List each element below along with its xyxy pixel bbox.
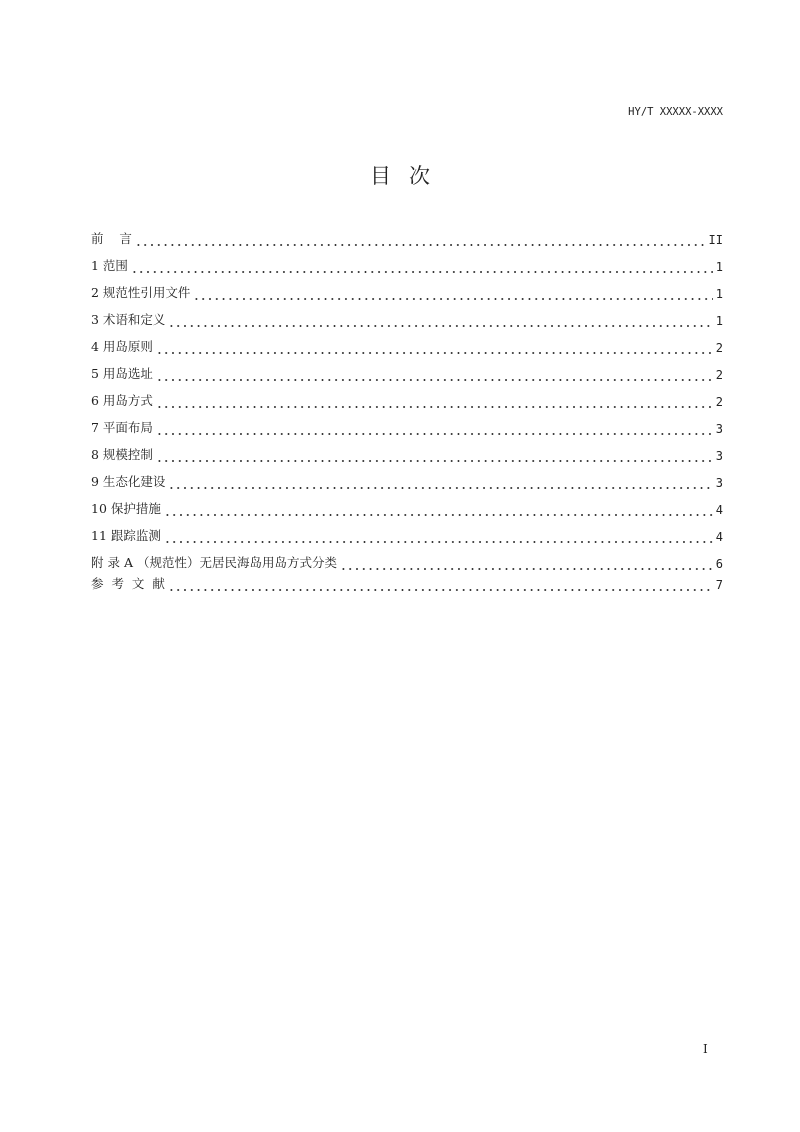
page-number: I bbox=[703, 1042, 708, 1056]
toc-entry-page: 1 bbox=[715, 260, 723, 274]
toc-entry-page: 3 bbox=[715, 476, 723, 490]
standard-number: HY/T XXXXX-XXXX bbox=[628, 106, 723, 118]
toc-entry[interactable] bbox=[91, 382, 723, 409]
table-of-contents bbox=[91, 220, 723, 592]
toc-leader-dots bbox=[156, 368, 713, 382]
toc-leader-dots bbox=[156, 395, 713, 409]
toc-leader-dots bbox=[340, 557, 713, 571]
toc-entry-label: 2 规范性引用文件 bbox=[91, 285, 191, 300]
toc-entry[interactable] bbox=[91, 571, 723, 592]
toc-entry-page: 2 bbox=[715, 368, 723, 382]
toc-entry-label: 11 跟踪监测 bbox=[91, 528, 161, 543]
toc-entry-label: 前 言 bbox=[91, 231, 132, 246]
toc-entry-label: 3 术语和定义 bbox=[91, 312, 166, 327]
toc-entry-page: 1 bbox=[715, 314, 723, 328]
toc-entry[interactable] bbox=[91, 274, 723, 301]
toc-entry-page: 2 bbox=[715, 395, 723, 409]
toc-leader-dots bbox=[193, 287, 712, 301]
toc-entry[interactable] bbox=[91, 517, 723, 544]
toc-entry-page: 6 bbox=[715, 557, 723, 571]
toc-entry-label: 6 用岛方式 bbox=[91, 393, 153, 408]
toc-leader-dots bbox=[168, 476, 712, 490]
toc-entry-page: 3 bbox=[715, 422, 723, 436]
toc-entry-label: 附 录 A （规范性）无居民海岛用岛方式分类 bbox=[91, 555, 337, 570]
toc-leader-dots bbox=[131, 260, 713, 274]
toc-entry[interactable] bbox=[91, 301, 723, 328]
toc-entry[interactable] bbox=[91, 436, 723, 463]
toc-entry-label: 8 规模控制 bbox=[91, 447, 153, 462]
toc-entry-label: 参 考 文 献 bbox=[91, 576, 165, 591]
toc-entry-label: 7 平面布局 bbox=[91, 420, 153, 435]
toc-entry[interactable] bbox=[91, 409, 723, 436]
toc-entry-page: 4 bbox=[715, 530, 723, 544]
toc-entry[interactable] bbox=[91, 490, 723, 517]
toc-entry-label: 9 生态化建设 bbox=[91, 474, 166, 489]
toc-entry[interactable] bbox=[91, 220, 723, 247]
toc-entry-page: 3 bbox=[715, 449, 723, 463]
toc-leader-dots bbox=[168, 314, 712, 328]
toc-entry-page: 4 bbox=[715, 503, 723, 517]
toc-leader-dots bbox=[156, 341, 713, 355]
toc-leader-dots bbox=[156, 422, 713, 436]
toc-entry[interactable] bbox=[91, 328, 723, 355]
toc-leader-dots bbox=[164, 530, 713, 544]
toc-leader-dots bbox=[135, 233, 706, 247]
toc-entry-page: 2 bbox=[715, 341, 723, 355]
toc-entry[interactable] bbox=[91, 544, 723, 571]
toc-entry-page: 7 bbox=[715, 578, 723, 592]
toc-entry[interactable] bbox=[91, 247, 723, 274]
toc-entry[interactable] bbox=[91, 463, 723, 490]
toc-entry-page: II bbox=[708, 233, 723, 247]
toc-leader-dots bbox=[156, 449, 713, 463]
page-title: 目次 bbox=[370, 164, 448, 188]
toc-entry-page: 1 bbox=[715, 287, 723, 301]
toc-entry-label: 4 用岛原则 bbox=[91, 339, 153, 354]
toc-leader-dots bbox=[164, 503, 713, 517]
toc-entry-label: 5 用岛选址 bbox=[91, 366, 153, 381]
toc-entry-label: 10 保护措施 bbox=[91, 501, 161, 516]
toc-entry-label: 1 范围 bbox=[91, 258, 128, 273]
toc-leader-dots bbox=[168, 578, 713, 592]
toc-entry[interactable] bbox=[91, 355, 723, 382]
